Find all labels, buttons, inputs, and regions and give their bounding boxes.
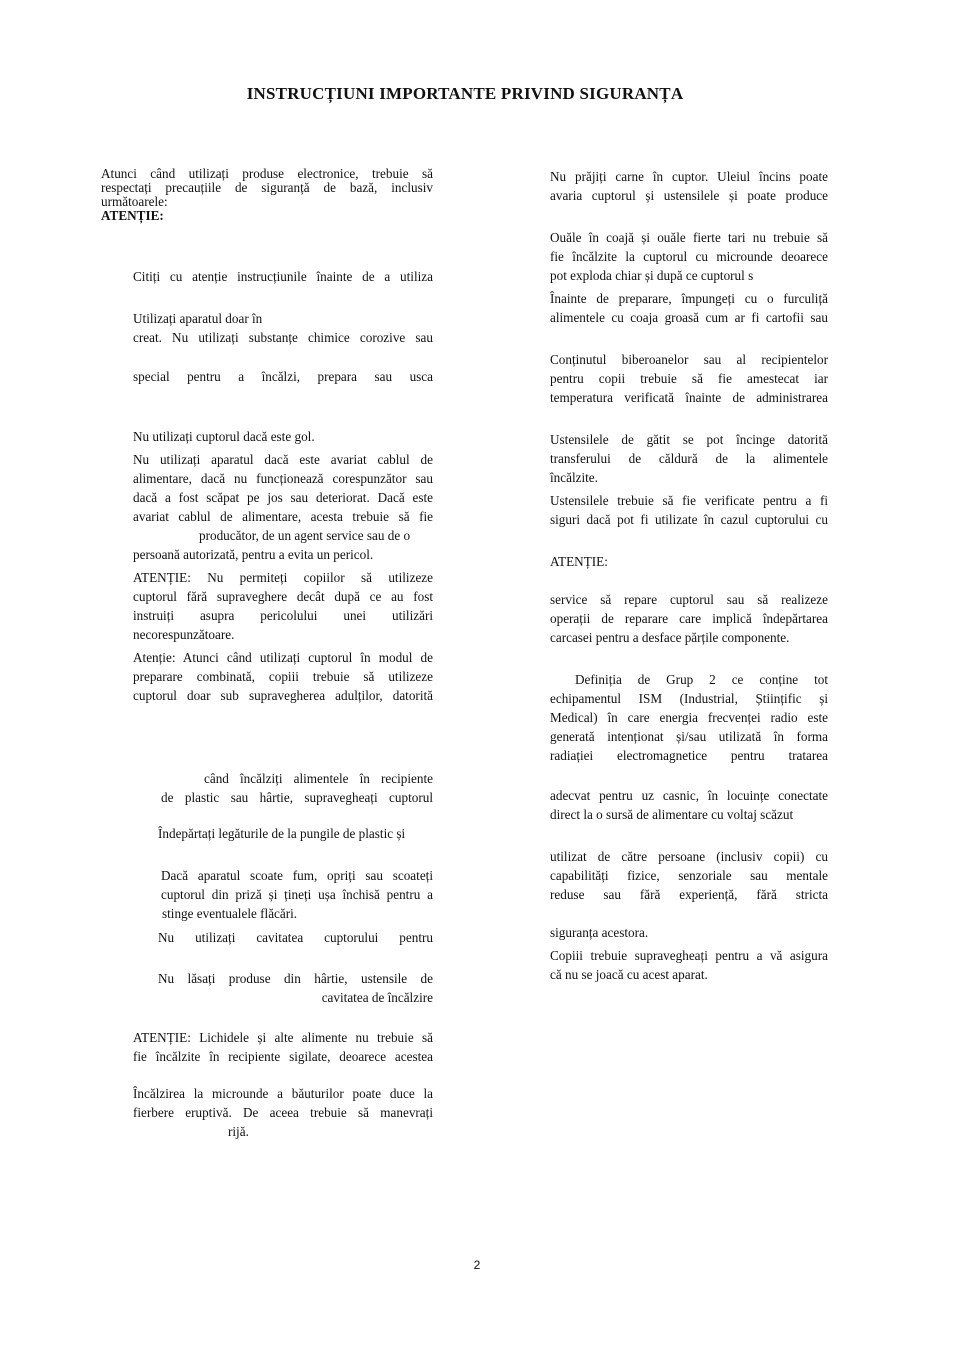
text-line: direct la o sursă de alimentare cu voltaj scăzut — [550, 807, 794, 822]
paragraph-paper-products — [158, 969, 433, 1007]
text-line: transferului de căldură de la alimentele — [550, 451, 828, 466]
text-line: avaria cuptorul și ustensilele și poate produce — [550, 188, 828, 203]
paragraph-use-appliance: creat. Nu utilizați substanțe chimice corozive sau — [133, 330, 433, 345]
text-line: utilizat de către persoane (inclusiv copii) cu — [550, 849, 828, 864]
text-line: cuptorul doar sub supravegherea adulților, datorită — [133, 688, 433, 703]
paragraph-group-2-definition — [550, 670, 828, 765]
paragraph-pierce-food — [550, 289, 828, 327]
text-line: temperatura verificată înainte de administrarea — [550, 390, 828, 405]
text-line: Înainte de preparare, împungeți cu o furculiță — [550, 291, 828, 306]
text-line: capabilități fizice, senzoriale sau mentale — [550, 868, 828, 883]
text-line: Definiția de Grup 2 ce conține tot — [575, 672, 828, 687]
text-line: pentru copii trebuie să fie amestecat iar — [550, 371, 828, 386]
text-line: ATENȚIE: Nu permiteți copiilor să utilizeze — [133, 570, 433, 585]
text-line: Nu lăsați produse din hârtie, ustensile de — [158, 971, 433, 986]
paragraph-no-frying — [550, 167, 828, 205]
paragraph-use-appliance: Utilizați aparatul doar în — [133, 311, 263, 326]
paragraph-combined-mode — [133, 648, 433, 705]
text-line: dacă a fost scăpat pe jos sau deteriorat. Dacă este — [133, 490, 433, 505]
paragraph-children-warning — [133, 568, 433, 644]
text-line: siguri dacă pot fi utilizate în cazul cuptorului cu — [550, 512, 828, 527]
text-line: fie încălzite în recipiente sigilate, deoarece acestea — [133, 1049, 433, 1064]
paragraph-smoke — [158, 866, 433, 923]
text-line: stinge eventualele flăcări. — [162, 906, 298, 921]
text-line: pot exploda chiar și după ce cuptorul s — [550, 268, 754, 283]
text-line: Ustensilele trebuie să fie verificate pentru a fi — [550, 493, 828, 508]
text-line: producător, de un agent service sau de o — [199, 528, 411, 543]
text-line: necorespunzătoare. — [133, 627, 235, 642]
text-line: Nu utilizați aparatul dacă este avariat cablul de — [133, 452, 433, 467]
text-line: service să repare cuptorul sau să realizeze — [550, 592, 828, 607]
text-line: când încălziți alimentele în recipiente — [204, 771, 433, 786]
text-line: Ustensilele de gătit se pot încinge datorită — [550, 432, 828, 447]
text-line: Medical) în care energia frecvenței radio este — [550, 710, 828, 725]
paragraph-plastic-paper — [161, 769, 433, 807]
page-number: 2 — [473, 1258, 481, 1272]
text-line: generată intenționat și/sau utilizată în forma — [550, 729, 828, 744]
intro-line: următoarele: — [101, 194, 168, 209]
text-line: Ouăle în coajă și ouăle fierte tari nu trebuie să — [550, 230, 828, 245]
text-line: adecvat pentru uz casnic, în locuințe conectate — [550, 788, 828, 803]
text-line: avariat cablul de alimentare, acesta trebuie să fie — [133, 509, 433, 524]
page-title: INSTRUCȚIUNI IMPORTANTE PRIVIND SIGURANȚA — [246, 84, 684, 103]
paragraph-special-purpose: special pentru a încălzi, prepara sau usca — [133, 369, 433, 384]
text-line: riјă. — [228, 1124, 249, 1139]
text-line: radiației electromagnetice pentru tratarea — [550, 748, 828, 763]
text-line: Dacă aparatul scoate fum, opriți sau scoateți — [161, 868, 433, 883]
text-line: Atenție: Atunci când utilizați cuptorul în modul de — [133, 650, 433, 665]
intro-line: respectați precauțiile de siguranță de bază, inclusiv — [101, 180, 433, 195]
paragraph-empty-oven: Nu utilizați cuptorul dacă este gol. — [133, 429, 315, 444]
text-line: Conținutul biberoanelor sau al recipientelor — [550, 352, 828, 367]
text-line: operații de reparare care implică îndepărtarea — [550, 611, 828, 626]
paragraph-cavity: Nu utilizați cavitatea cuptorului pentru — [158, 930, 433, 945]
paragraph-reduced-capabilities — [550, 847, 828, 904]
text-line: Nu prăjiți carne în cuptor. Uleiul încins poate — [550, 169, 828, 184]
text-line: persoană autorizată, pentru a evita un pericol. — [133, 547, 374, 562]
paragraph-baby-bottles — [550, 350, 828, 407]
text-line: încălzite. — [550, 470, 598, 485]
text-line: că nu se joacă cu acest aparat. — [550, 967, 708, 982]
text-line: Încălzirea la microunde a băuturilor poate duce la — [133, 1086, 433, 1101]
paragraph-domestic-use — [550, 786, 828, 824]
intro-line: Atunci când utilizați produse electronice, trebuie să — [101, 166, 433, 181]
text-line: cavitatea de încălzire — [321, 990, 433, 1005]
text-line: ATENȚIE: Lichidele și alte alimente nu trebuie să — [133, 1030, 433, 1045]
text-line: instruiți asupra pericolului unei utilizări — [133, 608, 433, 623]
paragraph-service-repair — [550, 590, 828, 647]
paragraph-supervise-children — [550, 946, 828, 984]
paragraph-sealed-containers — [133, 1028, 433, 1066]
text-line: cuptorul din priză și țineți ușa închisă pentru a — [161, 887, 433, 902]
text-line: Copiii trebuie supravegheați pentru a vă asigura — [550, 948, 828, 963]
text-line: fie încălzite la cuptorul cu microunde deoarece — [550, 249, 828, 264]
text-line: reduse sau fără experiență, fără stricta — [550, 887, 828, 902]
paragraph-check-utensils — [550, 491, 828, 529]
text-line: alimentare, dacă nu funcționează corespunzător sau — [133, 471, 433, 486]
atentie-label: ATENȚIE: — [550, 554, 608, 569]
paragraph-damaged-cable — [133, 450, 433, 564]
paragraph-eggs — [550, 228, 828, 285]
paragraph-safety: siguranța acestora. — [550, 925, 649, 940]
text-line: fierbere eruptivă. De aceea trebuie să manevrați — [133, 1105, 433, 1120]
text-line: de plastic sau hârtie, supravegheați cuptorul — [161, 790, 433, 805]
paragraph-hot-cookware — [550, 430, 828, 487]
text-line: carcasei pentru a desface părțile componente. — [550, 630, 790, 645]
paragraph-read-instructions: Citiți cu atenție instrucțiunile înainte de a utiliza — [133, 269, 433, 284]
paragraph-plastic-bags: Îndepărtați legăturile de la pungile de plastic și — [158, 826, 406, 841]
intro-paragraph — [101, 167, 433, 223]
text-line: echipamentul ISM (Industrial, Științific și — [550, 691, 828, 706]
paragraph-eruptive-boiling — [133, 1084, 433, 1141]
text-line: cuptorul fără supraveghere decât după ce au fost — [133, 589, 433, 604]
atentie-heading: ATENȚIE: — [101, 208, 164, 223]
text-line: preparare combinată, copiii trebuie să utilizeze — [133, 669, 433, 684]
text-line: alimentele cu coaja groasă cum ar fi cartofii sau — [550, 310, 828, 325]
